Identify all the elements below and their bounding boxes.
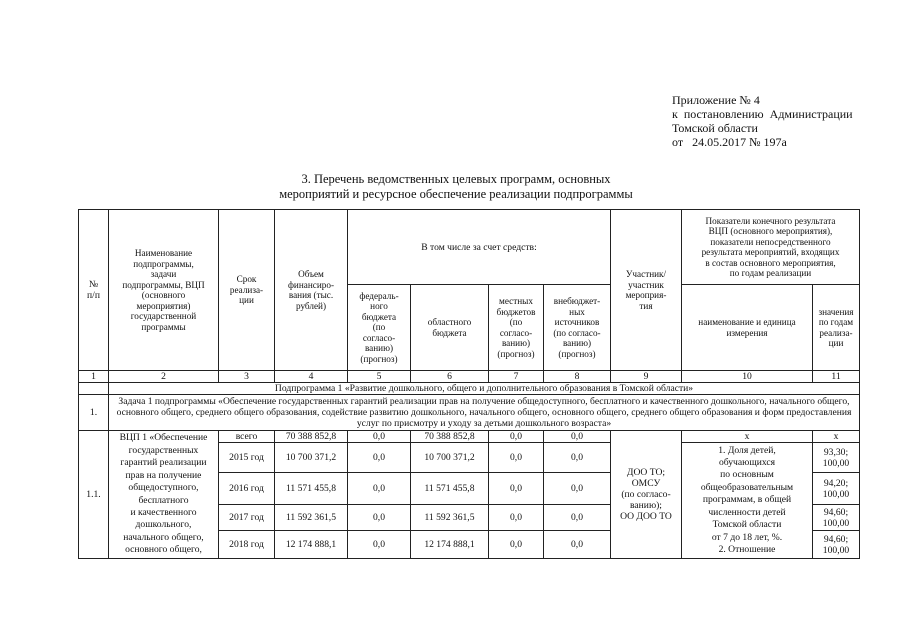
- task-num: 1.: [79, 395, 109, 431]
- header-participant: Участник/ участник мероприя- тия: [611, 210, 682, 371]
- appendix-title: Приложение № 4: [672, 93, 760, 107]
- column-number-row: [79, 371, 860, 383]
- task-text: Задача 1 подпрограммы «Обеспечение государственных гарантий реализации прав на получение общедоступного, бесплатного и качественного дошкольного, начального общего, основного общего, среднего общего образования, содействие развитию дошкольного, начального общего, основного общего, среднего общего образования и форм предоставления услуг по присмотру и уходу за детьми дошкольного возраста»: [109, 395, 860, 431]
- item-name: ВЦП 1 «Обеспечение государственных гарантий реализации прав на получение общедоступного, бесплатного и качественного дошкольного, начального общего, основного общего,: [109, 431, 219, 559]
- row-volume: 70 388 852,8: [275, 431, 348, 443]
- row-local: 0,0: [489, 505, 544, 531]
- appendix-date: от 24.05.2017 № 197а: [672, 135, 787, 149]
- header-name: Наименование подпрограммы, задачи подпрограммы, ВЦП (основного мероприятия) государственной программы: [109, 210, 219, 371]
- header-sources-group: В том числе за счет средств:: [348, 210, 611, 285]
- col-number: 8: [544, 371, 611, 383]
- row-term: 2017 год: [219, 505, 275, 531]
- row-volume: 10 700 371,2: [275, 443, 348, 473]
- col-number: 2: [109, 371, 219, 383]
- row-extra: 0,0: [544, 505, 611, 531]
- document-title-line1: 3. Перечень ведомственных целевых программ, основных: [301, 172, 611, 186]
- row-value: 94,20; 100,00: [813, 473, 860, 505]
- header-indicator-name: наименование и единица измерения: [682, 285, 813, 371]
- row-federal: 0,0: [348, 531, 411, 559]
- row-regional: 70 388 852,8: [411, 431, 489, 443]
- header-indicators-group: Показатели конечного результата ВЦП (основного мероприятия), показатели непосредственного результата мероприятий, входящих в состав основного мероприятия, по годам реализации: [682, 210, 860, 285]
- row-regional: 12 174 888,1: [411, 531, 489, 559]
- header-indicator-values: значения по годам реализа- ции: [813, 285, 860, 371]
- col-number: 3: [219, 371, 275, 383]
- col-number: 7: [489, 371, 544, 383]
- task-row: [79, 395, 860, 431]
- row-local: 0,0: [489, 531, 544, 559]
- row-volume: 11 592 361,5: [275, 505, 348, 531]
- row-term: 2016 год: [219, 473, 275, 505]
- col-number: 4: [275, 371, 348, 383]
- header-term: Срок реализа- ции: [219, 210, 275, 371]
- document-title-line2: мероприятий и ресурсное обеспечение реализации подпрограммы: [279, 187, 633, 201]
- item-participant: ДОО ТО; ОМСУ (по согласо- ванию); ОО ДОО ТО: [611, 431, 682, 559]
- header-local: местных бюджетов (по согласо- ванию) (прогноз): [489, 285, 544, 371]
- row-federal: 0,0: [348, 473, 411, 505]
- row-value: 93,30; 100,00: [813, 443, 860, 473]
- appendix-resolution: к постановлению Администрации: [672, 107, 853, 121]
- row-federal: 0,0: [348, 431, 411, 443]
- row-extra: 0,0: [544, 431, 611, 443]
- row-extra: 0,0: [544, 531, 611, 559]
- row-regional: 11 571 455,8: [411, 473, 489, 505]
- row-volume: 12 174 888,1: [275, 531, 348, 559]
- header-federal: федераль- ного бюджета (по согласо- ванию) (прогноз): [348, 285, 411, 371]
- row-extra: 0,0: [544, 443, 611, 473]
- col-number: 9: [611, 371, 682, 383]
- document-title: [200, 172, 712, 202]
- indicator-x: х: [682, 431, 813, 443]
- row-term: 2018 год: [219, 531, 275, 559]
- col-number: 10: [682, 371, 813, 383]
- col-number: 5: [348, 371, 411, 383]
- subprogram-title: Подпрограмма 1 «Развитие дошкольного, общего и дополнительного образования в Томской области»: [109, 383, 860, 395]
- row-term: всего: [219, 431, 275, 443]
- indicator-text: 1. Доля детей, обучающихся по основным общеобразовательным программам, в общей численности детей Томской области от 7 до 18 лет, %. 2. Отношение: [682, 443, 813, 559]
- subprogram-row: [79, 383, 860, 395]
- appendix-authority: Томской области: [672, 121, 758, 135]
- row-federal: 0,0: [348, 505, 411, 531]
- item-num: 1.1.: [79, 431, 109, 559]
- item-row-total: [79, 431, 860, 443]
- col-number: 11: [813, 371, 860, 383]
- row-local: 0,0: [489, 431, 544, 443]
- row-term: 2015 год: [219, 443, 275, 473]
- row-volume: 11 571 455,8: [275, 473, 348, 505]
- subprogram-num-cell: [79, 383, 109, 395]
- row-regional: 11 592 361,5: [411, 505, 489, 531]
- header-regional: областного бюджета: [411, 285, 489, 371]
- row-value: 94,60; 100,00: [813, 505, 860, 531]
- header-extra: внебюджет- ных источников (по согласо- ванию) (прогноз): [544, 285, 611, 371]
- row-local: 0,0: [489, 443, 544, 473]
- appendix-block: [672, 93, 853, 149]
- row-value: х: [813, 431, 860, 443]
- row-extra: 0,0: [544, 473, 611, 505]
- row-value: 94,60; 100,00: [813, 531, 860, 559]
- row-federal: 0,0: [348, 443, 411, 473]
- programs-table: [78, 209, 860, 559]
- col-number: 1: [79, 371, 109, 383]
- header-volume: Объем финансиро- вания (тыс. рублей): [275, 210, 348, 371]
- row-regional: 10 700 371,2: [411, 443, 489, 473]
- header-num: № п/п: [79, 210, 109, 371]
- col-number: 6: [411, 371, 489, 383]
- row-local: 0,0: [489, 473, 544, 505]
